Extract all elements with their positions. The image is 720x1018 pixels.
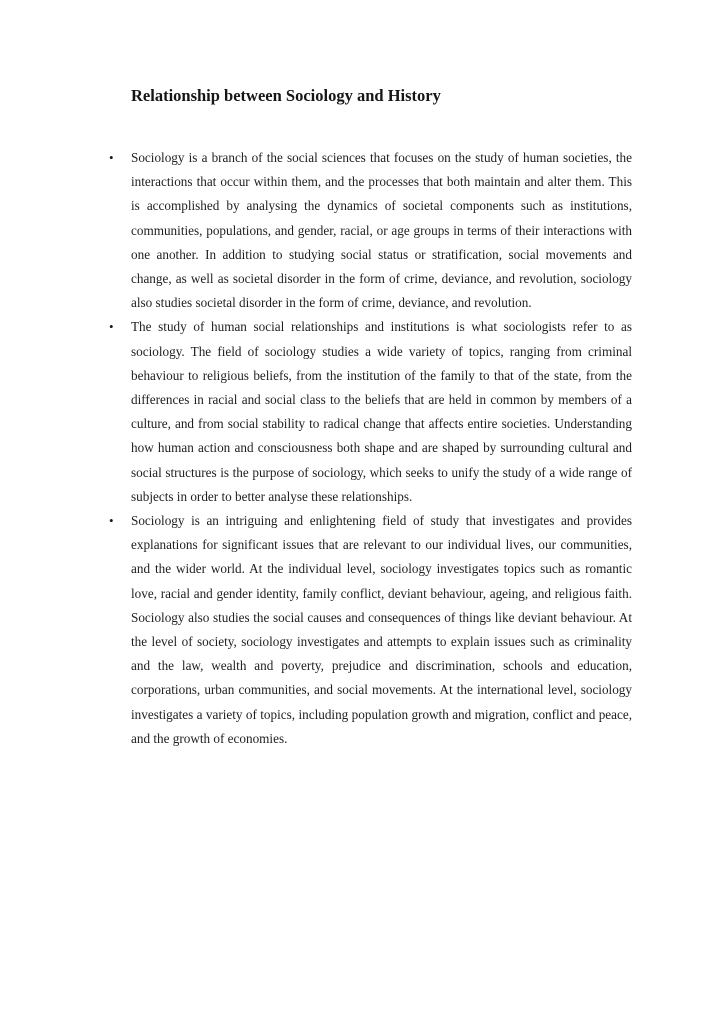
bullet-icon: • <box>109 319 114 335</box>
paragraph-text: The study of human social relationships and institutions is what sociologists refer to as sociology. The field of sociology studies a wide variety of topics, ranging from criminal behaviour to religious beliefs, from the institution of the family to that of the state, from the differences in racial and social class to the beliefs that are held in common by members of a culture, and from social stability to radical change that affects entire societies. Understanding how human action and consciousness both shape and are shaped by surrounding cultural and social structures is the purpose of sociology, which seeks to unify the study of a wide range of subjects in order to better analyse these relationships. <box>131 319 632 504</box>
list-item <box>109 509 632 751</box>
bullet-icon: • <box>109 513 114 529</box>
list-item <box>109 146 632 315</box>
bullet-list <box>109 146 632 751</box>
paragraph-text: Sociology is an intriguing and enlightening field of study that investigates and provides explanations for significant issues that are relevant to our individual lives, our communities, and the wider world. At the individual level, sociology investigates topics such as romantic love, racial and gender identity, family conflict, deviant behaviour, ageing, and religious faith. Sociology also studies the social causes and consequences of things like deviant behaviour. At the level of society, sociology investigates and attempts to explain issues such as criminality and the law, wealth and poverty, prejudice and discrimination, schools and education, corporations, urban communities, and social movements. At the international level, sociology investigates a variety of topics, including population growth and migration, conflict and peace, and the growth of economies. <box>131 513 632 746</box>
paragraph-text: Sociology is a branch of the social sciences that focuses on the study of human societies, the interactions that occur within them, and the processes that both maintain and alter them. This is accomplished by analysing the dynamics of societal components such as institutions, communities, populations, and gender, racial, or age groups in terms of their interactions with one another. In addition to studying social status or stratification, social movements and change, as well as societal disorder in the form of crime, deviance, and revolution, sociology also studies societal disorder in the form of crime, deviance, and revolution. <box>131 150 632 311</box>
document-title: Relationship between Sociology and History <box>131 86 441 105</box>
list-item <box>109 315 632 509</box>
bullet-icon: • <box>109 150 114 165</box>
